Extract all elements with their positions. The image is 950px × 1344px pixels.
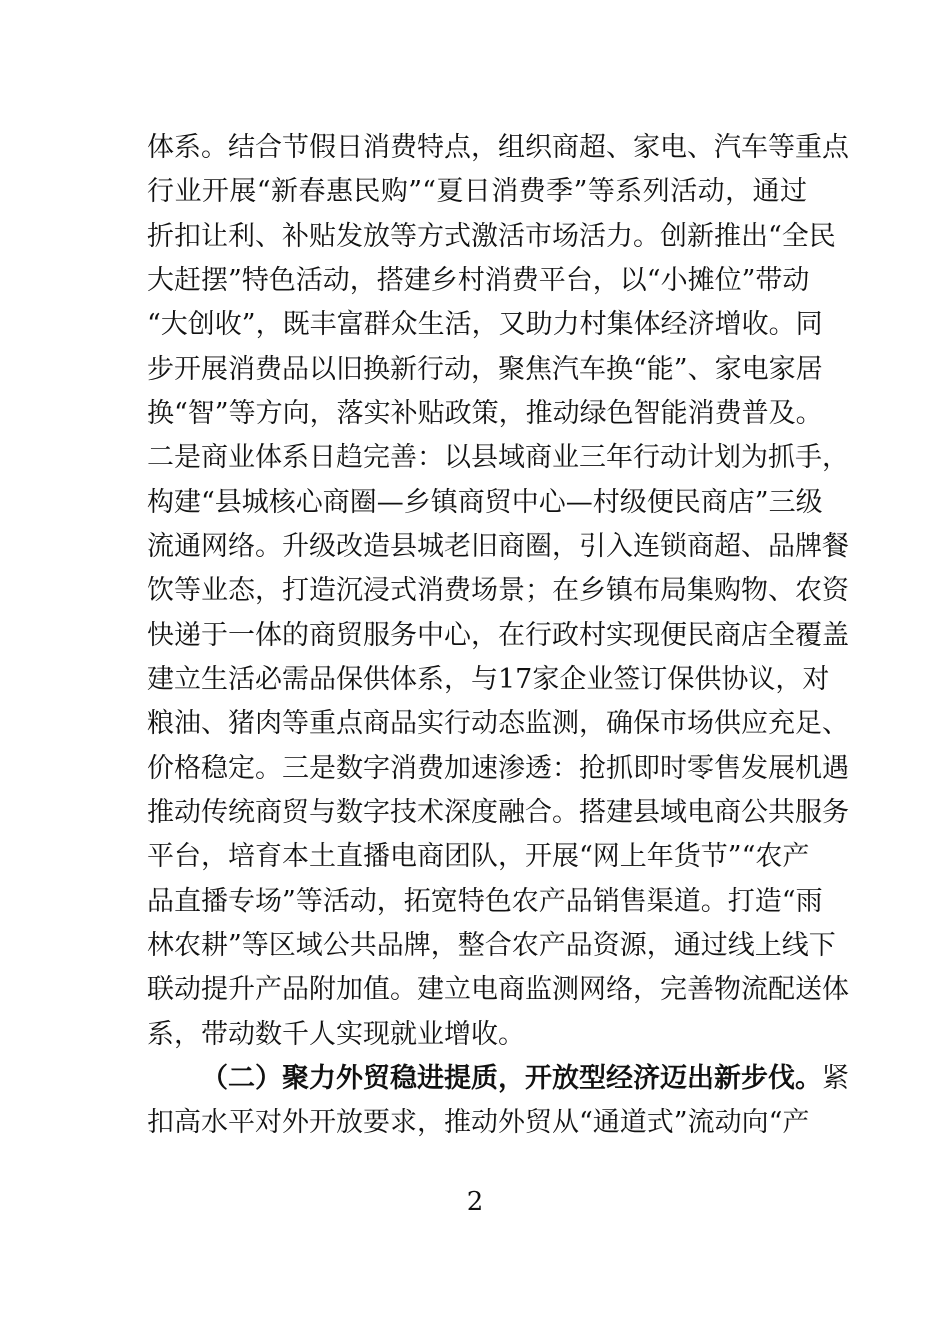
body-text-line: 换“智”等方向，落实补贴政策，推动绿色智能消费普及。 (147, 398, 823, 429)
body-text-line: 流通网络。升级改造县城老旧商圈，引入连锁商超、品牌餐 (147, 531, 849, 562)
body-text-line: 扣高水平对外开放要求，推动外贸从“通道式”流动向“产 (147, 1107, 810, 1138)
body-text-line: 快递于一体的商贸服务中心，在行政村实现便民商店全覆盖 (147, 620, 849, 651)
body-text-line: 步开展消费品以旧换新行动，聚焦汽车换“能”、家电家居 (147, 354, 823, 385)
body-text-line: 体系。结合节假日消费特点，组织商超、家电、汽车等重点 (147, 132, 849, 163)
body-text-line: 折扣让利、补贴发放等方式激活市场活力。创新推出“全民 (147, 221, 836, 252)
body-text-line: 构建“县城核心商圈—乡镇商贸中心—村级便民商店”三级 (147, 487, 823, 518)
body-text-line: 价格稳定。三是数字消费加速渗透：抢抓即时零售发展机遇 (147, 753, 849, 784)
body-text-line: “大创收”，既丰富群众生活，又助力村集体经济增收。同 (147, 309, 823, 340)
body-text-fragment: 紧 (822, 1063, 849, 1094)
section-heading-line (201, 1063, 849, 1094)
body-text-line: 饮等业态，打造沉浸式消费场景；在乡镇布局集购物、农资 (147, 575, 849, 606)
section-heading: （二）聚力外贸稳进提质，开放型经济迈出新步伐。 (201, 1063, 822, 1094)
body-text-line: 林农耕”等区域公共品牌，整合农产品资源，通过线上线下 (147, 930, 836, 961)
page-number: 2 (466, 1187, 484, 1217)
body-text-line: 平台，培育本土直播电商团队，开展“网上年货节”“农产 (147, 841, 810, 872)
body-text-line: 品直播专场”等活动，拓宽特色农产品销售渠道。打造“雨 (147, 886, 823, 917)
body-text-line: 联动提升产品附加值。建立电商监测网络，完善物流配送体 (147, 974, 849, 1005)
body-text-line: 建立生活必需品保供体系，与17家企业签订保供协议，对 (147, 664, 830, 695)
body-text-line: 系，带动数千人实现就业增收。 (147, 1019, 525, 1050)
body-text-line: 大赶摆”特色活动，搭建乡村消费平台，以“小摊位”带动 (147, 265, 810, 296)
body-text-line: 二是商业体系日趋完善：以县域商业三年行动计划为抓手， (147, 442, 849, 473)
body-text-line: 推动传统商贸与数字技术深度融合。搭建县域电商公共服务 (147, 797, 849, 828)
body-text-line: 粮油、猪肉等重点商品实行动态监测，确保市场供应充足、 (147, 708, 849, 739)
body-text-line: 行业开展“新春惠民购”“夏日消费季”等系列活动，通过 (147, 176, 807, 207)
